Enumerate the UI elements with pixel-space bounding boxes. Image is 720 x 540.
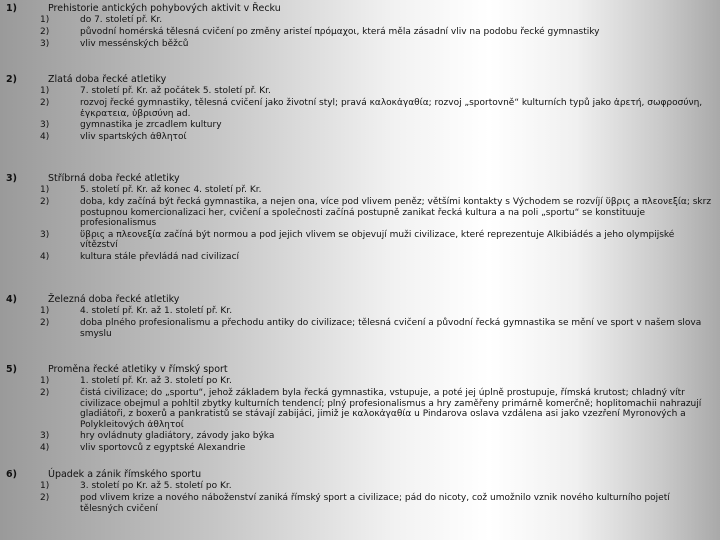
item-number: 3): [40, 229, 50, 240]
item-number: 1): [40, 376, 50, 386]
item-number: 4): [40, 251, 50, 262]
section-number: 6): [6, 469, 17, 480]
item-number: 1): [40, 86, 50, 96]
item-text: pod vlivem krize a nového náboženství zaniká římský sport a civilizace; pád do nicoty, což umožnilo vznik nového kulturního pojetí tělesných cvičení: [80, 493, 670, 514]
item-number: 4): [40, 132, 50, 142]
item-number: 4): [40, 443, 50, 453]
section-title: Proměna řecké atletiky v římský sport: [48, 364, 228, 375]
list-item: [0, 388, 720, 430]
section-title: Prehistorie antických pohybových aktivit v Řecku: [48, 3, 281, 14]
section-title: Stříbrná doba řecké atletiky: [48, 173, 180, 184]
item-number: 1): [40, 185, 50, 195]
list-item: [0, 252, 720, 263]
section-number: 5): [6, 364, 17, 375]
section-number: 4): [6, 294, 17, 305]
section-number: 1): [6, 3, 17, 14]
item-number: 3): [40, 431, 50, 441]
list-item: [0, 230, 720, 251]
item-text: doba plného profesionalismu a přechodu antiky do civilizace; tělesná cvičení a původní řecká gymnastika se mění ve sport v našem slova smyslu: [80, 318, 702, 339]
section-title: Zlatá doba řecké atletiky: [48, 74, 167, 85]
list-item: [0, 431, 720, 442]
section-items: [0, 481, 720, 515]
list-item: [0, 185, 720, 196]
item-number: 2): [40, 388, 50, 398]
item-text: původní homérská tělesná cvičení po změny aristeí πρόμαχοι, která měla zásadní vliv na podobu řecké gymnastiky: [80, 27, 600, 37]
item-text: vliv spartských ἀθλητοί: [80, 132, 187, 142]
section-items: [0, 15, 720, 51]
list-item: [0, 27, 720, 38]
section-number: 3): [6, 173, 17, 184]
item-number: 1): [40, 481, 50, 491]
section-items: [0, 86, 720, 144]
section-items: [0, 376, 720, 455]
list-item: [0, 132, 720, 143]
item-text: doba, kdy začíná být řecká gymnastika, a nejen ona, více pod vlivem peněz; většími kontakty s Východem se rozvíjí ὕβρις a πλεονεξία; skrz postupnou komercionalizaci her, cvičení a společnosti začíná postupně zanikat řecká kultura a na poli „sportu“ se konstituuje profesionalismus: [80, 197, 712, 228]
item-text: gymnastika je zrcadlem kultury: [80, 120, 222, 130]
item-number: 2): [40, 98, 50, 108]
item-number: 1): [40, 306, 50, 316]
item-number: 2): [40, 493, 50, 503]
item-text: 4. století př. Kr. až 1. století př. Kr.: [80, 306, 233, 316]
list-item: [0, 306, 720, 317]
item-text: vliv messénských běžců: [80, 39, 189, 49]
item-number: 2): [40, 197, 50, 207]
list-item: [0, 39, 720, 50]
section-number: 2): [6, 74, 17, 85]
item-number: 1): [40, 15, 50, 25]
section-title: Úpadek a zánik římského sportu: [48, 469, 202, 480]
item-text: rozvoj řecké gymnastiky, tělesná cvičení jako životní styl; pravá καλοκἀγαθία; rozvoj „sportovně“ kulturních typů jako ἀρετή, σωφροσύνη, ἐγκρατεια, ὑβρισύνη ad.: [80, 98, 703, 119]
item-text: do 7. století př. Kr.: [80, 15, 163, 25]
list-item: [0, 443, 720, 454]
item-text: ὕβρις a πλεονεξία začíná být normou a pod jejich vlivem se objevují muži civilizace, které reprezentuje Alkibiádés a jeho olympijské vítězství: [80, 229, 675, 250]
item-text: 7. století př. Kr. až počátek 5. století př. Kr.: [80, 86, 271, 96]
section-title: Železná doba řecké atletiky: [48, 294, 180, 305]
item-number: 3): [40, 39, 50, 49]
item-text: 3. století po Kr. až 5. století po Kr.: [80, 481, 232, 491]
item-text: hry ovládnuty gladiátory, závody jako býka: [80, 431, 275, 441]
item-text: vliv sportovců z egyptské Alexandrie: [80, 443, 246, 453]
list-item: [0, 86, 720, 97]
item-number: 3): [40, 120, 50, 130]
list-item: [0, 481, 720, 492]
item-number: 2): [40, 318, 50, 328]
list-item: [0, 493, 720, 514]
list-item: [0, 15, 720, 26]
list-item: [0, 376, 720, 387]
item-number: 2): [40, 27, 50, 37]
item-text: 5. století př. Kr. až konec 4. století př. Kr.: [80, 185, 262, 195]
list-item: [0, 197, 720, 229]
list-item: [0, 318, 720, 339]
item-text: kultura stále převládá nad civilizací: [80, 251, 240, 262]
section-items: [0, 185, 720, 264]
item-text: čistá civilizace; do „sportu“, jehož základem byla řecká gymnastika, vstupuje, a poté jej úplně prostupuje, římská krutost; chladný vítr civilizace obejmul a pohltil zbytky kulturních tendencí; plný profesionalismus a hry zaměřeny primárně komerčně; hoplitomachii nahrazují gladiátoři, z boxerů a pankratistů se stávají zabijáci, jimiž je καλοκἀγαθία u Pindarova oslava vzdálena asi jako vzezření Myronových a Polykleitových ἀθλητοί: [80, 388, 702, 430]
item-text: 1. století př. Kr. až 3. století po Kr.: [80, 376, 232, 386]
list-item: [0, 120, 720, 131]
list-item: [0, 98, 720, 119]
section-items: [0, 306, 720, 340]
